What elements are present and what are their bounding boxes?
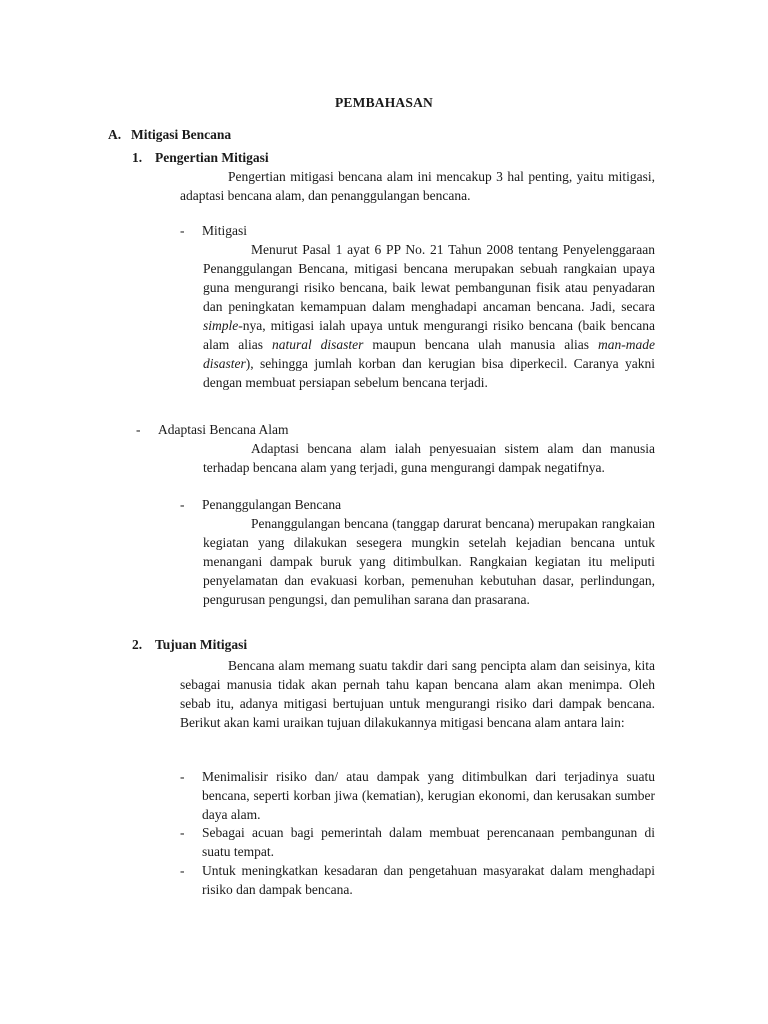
- subsection-marker: 1.: [132, 150, 143, 165]
- text-run: -nya, mitigasi ialah upaya untuk mengurangi risiko bencana (baik bencana alam alias: [203, 318, 655, 352]
- subsection-heading-2: [132, 637, 247, 653]
- bullet-text: Menimalisir risiko dan/ atau dampak yang ditimbulkan dari terjadinya suatu bencana, seperti korban jiwa (kematian), kerugian ekonomi, dan kerusakan sumber daya alam.: [202, 769, 655, 822]
- bullet-text: Sebagai acuan bagi pemerintah dalam membuat perencanaan pembangunan di suatu tempat.: [202, 825, 655, 859]
- bullet-dash: -: [180, 497, 185, 512]
- subsection-title: Pengertian Mitigasi: [155, 150, 269, 165]
- italic-run: simple: [203, 318, 239, 333]
- bullet-label: Mitigasi: [202, 223, 248, 238]
- section-heading-a: [108, 127, 231, 143]
- paragraph-mitigasi: [203, 240, 655, 392]
- subsection-marker: 2.: [132, 637, 143, 652]
- section-marker: A.: [108, 127, 122, 142]
- bullet-label: Penanggulangan Bencana: [202, 497, 342, 512]
- paragraph-penanggulangan: Penanggulangan bencana (tanggap darurat bencana) merupakan rangkaian kegiatan yang dilakukan sesegera mungkin setelah kejadian bencana untuk menangani dampak buruk yang ditimbulkan. Rangkaian kegiatan itu meliputi penyelamatan dan evakuasi korban, pemenuhan kebutuhan dasar, perlindungan, pengurusan pengungsi, dan pemulihan sarana dan prasarana.: [203, 516, 655, 607]
- text-run: Menurut Pasal 1 ayat 6 PP No. 21 Tahun 2008 tentang Penyelenggaraan Penanggulangan Bencana, mitigasi bencana merupakan sebuah rangkaian upaya guna mengurangi risiko bencana, baik lewat pembangunan fisik atau penyadaran dan peningkatan kemampuan dalam menghadapi ancaman bencana. Jadi, secara: [203, 242, 655, 314]
- bullet-label: Adaptasi Bencana Alam: [158, 422, 289, 437]
- paragraph-pengertian-intro: Pengertian mitigasi bencana alam ini mencakup 3 hal penting, yaitu mitigasi, adaptasi bencana alam, dan penanggulangan bencana.: [180, 169, 655, 203]
- bullet-text: Untuk meningkatkan kesadaran dan pengetahuan masyarakat dalam menghadapi risiko dan dampak bencana.: [202, 863, 655, 897]
- text-run: ), sehingga jumlah korban dan kerugian bisa diperkecil. Caranya yakni dengan membuat persiapan sebelum bencana terjadi.: [203, 356, 655, 390]
- italic-run: natural disaster: [271, 337, 364, 352]
- bullet-dash: -: [136, 422, 141, 437]
- bullet-dash: -: [180, 223, 185, 238]
- bullet-dash: -: [180, 825, 185, 840]
- paragraph-tujuan-intro: Bencana alam memang suatu takdir dari sang pencipta alam dan seisinya, kita sebagai manusia tidak akan pernah tahu kapan bencana alam akan menimpa. Oleh sebab itu, adanya mitigasi bertujuan untuk mengurangi risiko dari dampak bencana. Berikut akan kami uraikan tujuan dilakukannya mitigasi bencana alam antara lain:: [180, 658, 655, 730]
- subsection-heading-1: [132, 150, 269, 166]
- paragraph-adaptasi: Adaptasi bencana alam ialah penyesuaian sistem alam dan manusia terhadap bencana alam yang terjadi, guna mengurangi dampak negatifnya.: [203, 441, 655, 475]
- bullet-dash: -: [180, 769, 185, 784]
- section-title: Mitigasi Bencana: [131, 127, 232, 142]
- italic-run: man-made disaster: [203, 337, 655, 371]
- subsection-title: Tujuan Mitigasi: [155, 637, 248, 652]
- bullet-dash: -: [180, 863, 185, 878]
- page-title: PEMBAHASAN: [334, 95, 433, 110]
- text-run: maupun bencana ulah manusia alias: [363, 337, 598, 352]
